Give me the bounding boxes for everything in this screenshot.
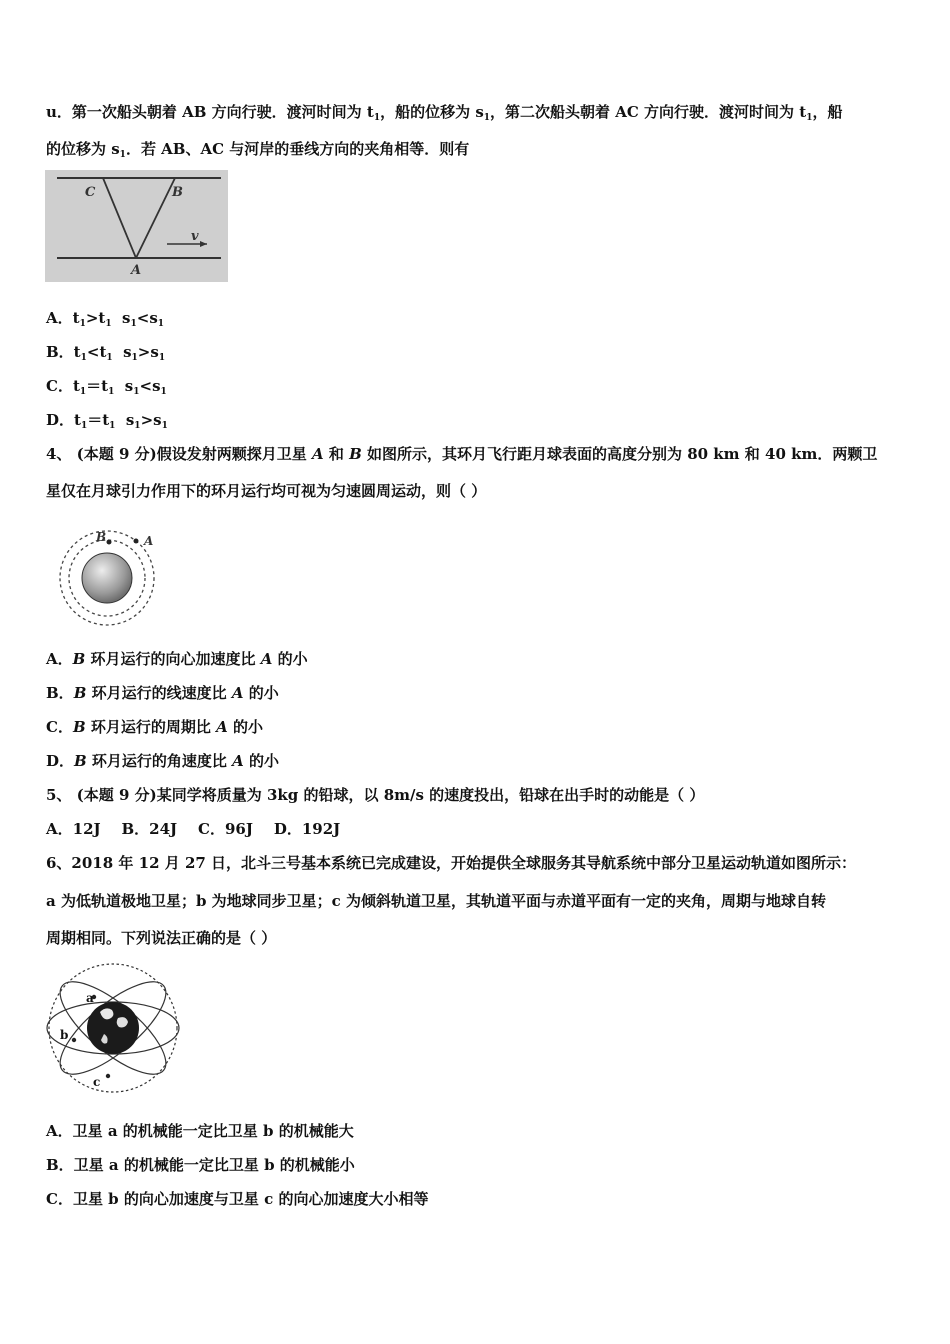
q4-opt-c-mid: 环月运行的周期比 (85, 718, 217, 736)
q5-stem: 5、 (本题 9 分)某同学将质量为 3kg 的铅球，以 8m/s 的速度投出，铅球在出手时的动能是（ ） (46, 786, 705, 804)
q3-opt-d-p1: D．t (46, 411, 81, 429)
q3-line1-text-c: ，第二次船头朝着 AC 方向行驶．渡河时间为 t (490, 103, 807, 121)
q3-opt-c-p4: <s (139, 377, 161, 395)
q4-opt-c-suffix: 的小 (227, 718, 263, 736)
q3-option-c (46, 376, 167, 402)
q5-options: A．12J B．24J C．96J D．192J (46, 820, 341, 838)
q3-opt-d-s2: 1 (109, 421, 116, 431)
q4-opt-c-var-b: B (72, 718, 86, 736)
q3-opt-b-s4: 1 (158, 353, 166, 363)
q4-opt-d-var-b: B (74, 752, 87, 770)
q3-opt-c-p1: C．t (46, 377, 80, 395)
q4-opt-d-mid: 环月运行的角速度比 (86, 752, 233, 770)
satellite-a (134, 539, 139, 544)
q3-opt-d-p2: ＝t (87, 411, 110, 429)
path-ac-line (103, 178, 136, 258)
q4-opt-b-mid: 环月运行的线速度比 (86, 684, 232, 702)
q4-opt-d-suffix: 的小 (243, 752, 280, 770)
q3-opt-c-s3: 1 (133, 387, 140, 397)
q3-opt-a-p4: <s (136, 309, 158, 327)
q4-option-a (46, 649, 308, 669)
q6-stem-line1: 6、2018 年 12 月 27 日，北斗三号基本系统已完成建设，开始提供全球服务其导航系统中部分卫星运动轨道如图所示： (46, 854, 857, 872)
q3-opt-d-s4: 1 (161, 421, 168, 431)
q6-stem-line3: 周期相同。下列说法正确的是（ ） (46, 929, 277, 947)
velocity-arrowhead (200, 241, 207, 247)
q3-opt-c-p2: ＝t (86, 377, 109, 395)
q3-opt-a-p2: >t (85, 309, 106, 327)
q3-opt-b-s2: 1 (106, 353, 113, 363)
beidou-orbit-figure (44, 960, 182, 1096)
q4-opt-c-prefix: C． (46, 718, 73, 736)
label-orbit-a: a (86, 991, 94, 1005)
q3-opt-c-s1: 1 (79, 387, 87, 397)
q3-opt-d-p3: s (115, 411, 135, 429)
q4-opt-b-var-a: A (231, 684, 244, 702)
label-a: A (131, 263, 142, 278)
q3-opt-b-p1: B．t (46, 343, 81, 361)
q4-line1-text-b: 和 (323, 445, 350, 463)
q3-opt-b-p3: s (112, 343, 132, 361)
q4-line1-text-a: 4、 (本题 9 分)假设发射两颗探月卫星 (46, 445, 312, 463)
q3-line1-sub1: 1 (373, 113, 381, 123)
q3-option-b (46, 342, 165, 368)
label-v: v (191, 229, 199, 244)
q6-option-c: C．卫星 b 的向心加速度与卫星 c 的向心加速度大小相等 (46, 1190, 429, 1208)
q4-opt-d-var-a: A (232, 752, 244, 770)
satellite-c-dot (106, 1074, 110, 1078)
q4-opt-d-prefix: D． (46, 752, 75, 770)
q4-opt-a-var-a: A (260, 650, 273, 668)
q6-stem-line2: a 为低轨道极地卫星；b 为地球同步卫星；c 为倾斜轨道卫星，其轨道平面与赤道平面有一定的夹角，周期与地球自转 (46, 892, 827, 910)
q4-stem-line1 (46, 444, 877, 464)
q3-line1-text-b: ，船的位移为 s (380, 103, 484, 121)
q3-opt-c-p3: s (114, 377, 134, 395)
q4-line1-var-a: A (311, 445, 324, 463)
q4-opt-a-prefix: A． (46, 650, 73, 668)
label-b: B (172, 185, 183, 200)
q3-opt-a-s2: 1 (105, 319, 112, 329)
path-ab-line (136, 178, 175, 258)
q3-opt-a-p3: s (111, 309, 131, 327)
q3-opt-d-s1: 1 (80, 421, 88, 431)
q4-option-d (46, 751, 279, 771)
q3-line1-sub2: 1 (483, 113, 491, 123)
q4-option-b (46, 683, 279, 703)
q3-opt-c-s4: 1 (160, 387, 167, 397)
river-crossing-figure (45, 170, 228, 282)
moon-orbit-figure (56, 528, 158, 628)
river-crossing-diagram (45, 170, 228, 282)
q3-opt-d-s3: 1 (134, 421, 141, 431)
q3-line2-text-b: ．若 AB、AC 与河岸的垂线方向的夹角相等．则有 (125, 140, 470, 158)
moon-orbit-diagram (56, 528, 158, 628)
q3-stem-line1 (46, 102, 843, 128)
q3-line2-sub1: 1 (119, 150, 126, 160)
label-satellite-a: A (144, 534, 154, 548)
q3-line2-text-a: 的位移为 s (46, 140, 120, 158)
q3-opt-b-s1: 1 (80, 353, 87, 363)
moon-sphere (82, 553, 132, 603)
q3-opt-b-p2: <t (86, 343, 107, 361)
q3-line1-text-a: u．第一次船头朝着 AB 方向行驶．渡河时间为 t (46, 103, 374, 121)
q3-line1-text-d: ，船 (812, 103, 843, 121)
q3-stem-line2 (46, 139, 469, 165)
q4-opt-a-var-b: B (72, 650, 86, 668)
q4-opt-a-mid: 环月运行的向心加速度比 (85, 650, 261, 668)
satellite-b (107, 540, 112, 545)
q4-opt-a-suffix: 的小 (272, 650, 308, 668)
q4-opt-b-suffix: 的小 (243, 684, 279, 702)
q4-line1-text-c: 如图所示，其环月飞行距月球表面的高度分别为 80 km 和 40 km．两颗卫 (361, 445, 878, 463)
q3-opt-b-s3: 1 (131, 353, 138, 363)
q3-opt-c-s2: 1 (108, 387, 115, 397)
q4-opt-c-var-a: A (216, 718, 228, 736)
label-c: C (85, 185, 96, 200)
q3-opt-b-p4: >s (137, 343, 159, 361)
q3-option-a (46, 308, 164, 334)
q4-opt-b-var-b: B (73, 684, 87, 702)
q6-option-a: A．卫星 a 的机械能一定比卫星 b 的机械能大 (46, 1122, 354, 1140)
label-orbit-c: c (93, 1075, 101, 1089)
q6-option-b: B．卫星 a 的机械能一定比卫星 b 的机械能小 (46, 1156, 355, 1174)
q3-opt-a-s1: 1 (79, 319, 86, 329)
label-satellite-b: B (96, 530, 107, 544)
q4-option-c (46, 717, 263, 737)
q3-opt-a-s3: 1 (130, 319, 137, 329)
q3-opt-a-s4: 1 (157, 319, 165, 329)
q4-line1-var-b: B (349, 445, 362, 463)
earth-globe (87, 1002, 139, 1054)
q3-opt-d-p4: >s (140, 411, 162, 429)
satellite-b-dot (72, 1038, 76, 1042)
beidou-orbit-diagram (44, 960, 182, 1096)
q4-stem-line2: 星仅在月球引力作用下的环月运行均可视为匀速圆周运动，则（ ） (46, 482, 487, 500)
q3-line1-sub3: 1 (806, 113, 813, 123)
q3-opt-a-p1: A．t (46, 309, 80, 327)
q3-option-d (46, 410, 168, 436)
label-orbit-b: b (60, 1028, 69, 1042)
q4-opt-b-prefix: B． (46, 684, 74, 702)
